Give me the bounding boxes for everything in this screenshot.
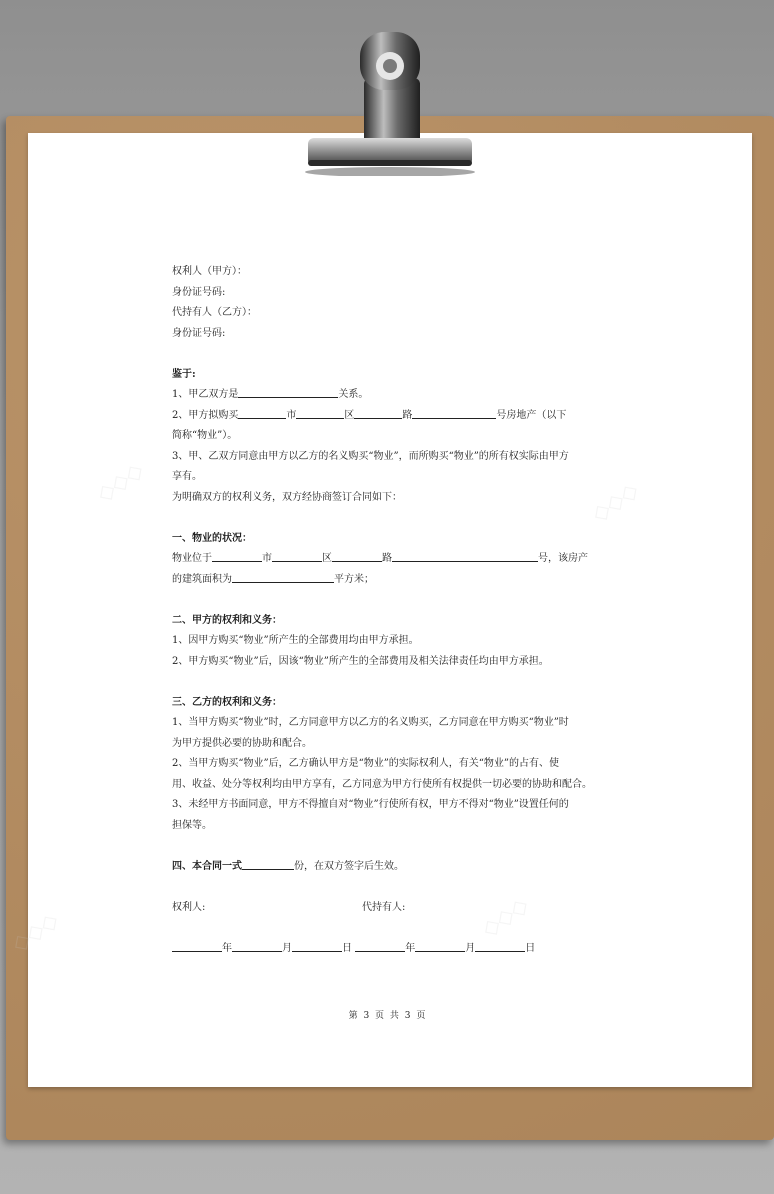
page-footer: 第 3 页 共 3 页 [348,1011,426,1021]
date-row: 年 月 日 年 月 日 [172,939,602,960]
whereas-clause-1: 1、甲乙双方是 关系。 [172,385,602,406]
property-area: 的建筑面积为 平方米； [172,570,602,591]
party-b-id-line: 身份证号码: [172,327,226,339]
section-2-heading: 二、甲方的权利和义务： [172,614,282,626]
section-3-clause-1-cont: 为甲方提供必要的协助和配合。 [172,737,312,749]
party-b-line: 代持有人（乙方）： [172,307,257,318]
section-3-heading: 三、乙方的权利和义务： [172,696,282,708]
whereas-clause-2-cont: 简称“物业”）。 [172,430,238,441]
whereas-heading: 鉴于: [172,368,196,380]
whereas-clause-3: 3、甲、乙双方同意由甲方以乙方的名义购买“物业”，而所购买“物业”的所有权实际由甲方 [172,450,569,462]
section-4-line: 四、本合同一式 份，在双方签字后生效。 [172,857,602,878]
section-3-clause-2-cont: 用、收益、处分等权利均由甲方享有，乙方同意为甲方行使所有权提供一切必要的协助和配合。 [172,778,592,790]
signature-party-b: 代持有人: [362,901,406,913]
section-2-clause-1: 1、因甲方购买“物业”所产生的全部费用均由甲方承担。 [172,635,419,646]
intro-line: 为明确双方的权利义务，双方经协商签订合同如下： [172,491,402,503]
signature-row [172,898,602,919]
whereas-clause-3-cont: 享有。 [172,471,202,482]
section-3-clause-3: 3、未经甲方书面同意，甲方不得擅自对“物业”行使所有权，甲方不得对“物业”设置任何的 [172,799,569,810]
party-a-line: 权利人（甲方）： [172,266,247,277]
section-3-clause-2: 2、当甲方购买“物业”后，乙方确认甲方是“物业”的实际权利人，有关“物业”的占有、使 [172,758,560,769]
signature-party-a: 权利人: [172,901,206,913]
section-3-clause-3-cont: 担保等。 [172,819,212,831]
property-location: 物业位于 市 区 路 号，该房产 [172,549,602,570]
party-a-id-line: 身份证号码: [172,286,226,298]
binder-clip-icon [300,26,480,176]
section-3-clause-1: 1、当甲方购买“物业”时，乙方同意甲方以乙方的名义购买，乙方同意在甲方购买“物业”时 [172,717,569,728]
whereas-clause-2: 2、甲方拟购买 市 区 路 号房地产（以下 [172,406,602,427]
contract-text [172,262,602,959]
section-1-heading: 一、物业的状况： [172,532,252,544]
section-2-clause-2: 2、甲方购买“物业”后，因该“物业”所产生的全部费用及相关法律责任均由甲方承担。 [172,655,549,667]
